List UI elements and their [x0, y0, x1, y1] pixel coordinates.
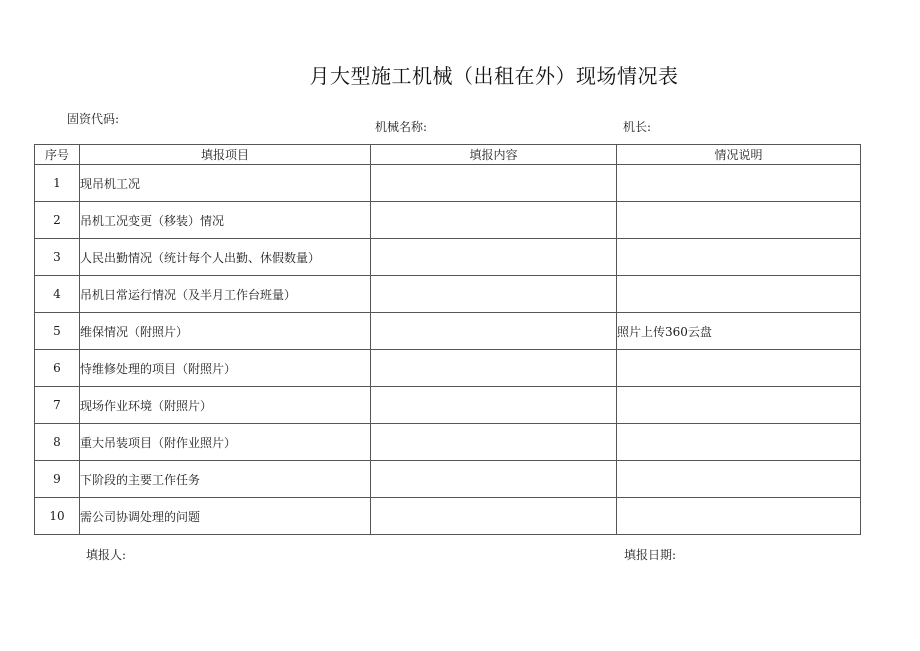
row-number: 1	[35, 165, 80, 202]
row-content-cell[interactable]	[371, 498, 617, 535]
table-row	[35, 424, 861, 461]
table-row	[35, 350, 861, 387]
table-row	[35, 239, 861, 276]
asset-code-label: 固资代码:	[67, 112, 120, 126]
table-row	[35, 313, 861, 350]
row-content-cell[interactable]	[371, 387, 617, 424]
row-item: 需公司协调处理的问题	[80, 498, 371, 535]
form-title: 月大型施工机械（出租在外）现场情况表	[309, 64, 679, 88]
table-row	[35, 387, 861, 424]
row-note-cell[interactable]	[617, 498, 861, 535]
row-note-cell[interactable]	[617, 202, 861, 239]
table-row	[35, 498, 861, 535]
header-seq: 序号	[35, 145, 80, 165]
row-content-cell[interactable]	[371, 239, 617, 276]
row-number: 5	[35, 313, 80, 350]
row-item: 现吊机工况	[80, 165, 371, 202]
header-content: 填报内容	[371, 145, 617, 165]
row-note-cell[interactable]	[617, 165, 861, 202]
row-number: 6	[35, 350, 80, 387]
table-row	[35, 276, 861, 313]
row-item: 恃维修处理的项目（附照片）	[80, 350, 371, 387]
report-table	[34, 144, 861, 535]
machine-name-label: 机械名称:	[375, 120, 428, 134]
header-item: 填报项目	[80, 145, 371, 165]
row-content-cell[interactable]	[371, 276, 617, 313]
row-content-cell[interactable]	[371, 202, 617, 239]
row-number: 10	[35, 498, 80, 535]
row-content-cell[interactable]	[371, 313, 617, 350]
row-item: 维保情况（附照片）	[80, 313, 371, 350]
row-number: 3	[35, 239, 80, 276]
row-item: 现场作业环境（附照片）	[80, 387, 371, 424]
row-note-cell[interactable]	[617, 387, 861, 424]
row-content-cell[interactable]	[371, 424, 617, 461]
row-number: 2	[35, 202, 80, 239]
row-number: 4	[35, 276, 80, 313]
row-note-cell[interactable]	[617, 350, 861, 387]
table-row	[35, 202, 861, 239]
header-note: 情况说明	[617, 145, 861, 165]
row-content-cell[interactable]	[371, 165, 617, 202]
row-item: 吊机日常运行情况（及半月工作台班量）	[80, 276, 371, 313]
table-row	[35, 165, 861, 202]
row-item: 下阶段的主要工作任务	[80, 461, 371, 498]
row-note-cell[interactable]: 照片上传360云盘	[617, 313, 861, 350]
table-header-row	[35, 145, 861, 165]
row-number: 8	[35, 424, 80, 461]
table-row	[35, 461, 861, 498]
row-note-cell[interactable]	[617, 276, 861, 313]
operator-label: 机长:	[623, 120, 652, 134]
row-item: 重大吊装项目（附作业照片）	[80, 424, 371, 461]
row-note-cell[interactable]	[617, 461, 861, 498]
fill-date-label: 填报日期:	[624, 548, 677, 562]
row-number: 9	[35, 461, 80, 498]
row-item: 吊机工况变更（移装）情况	[80, 202, 371, 239]
row-number: 7	[35, 387, 80, 424]
row-content-cell[interactable]	[371, 350, 617, 387]
row-note-cell[interactable]	[617, 239, 861, 276]
row-content-cell[interactable]	[371, 461, 617, 498]
row-item: 人民出勤情况（统计每个人出勤、休假数量）	[80, 239, 371, 276]
filler-label: 填报人:	[86, 548, 127, 562]
row-note-cell[interactable]	[617, 424, 861, 461]
